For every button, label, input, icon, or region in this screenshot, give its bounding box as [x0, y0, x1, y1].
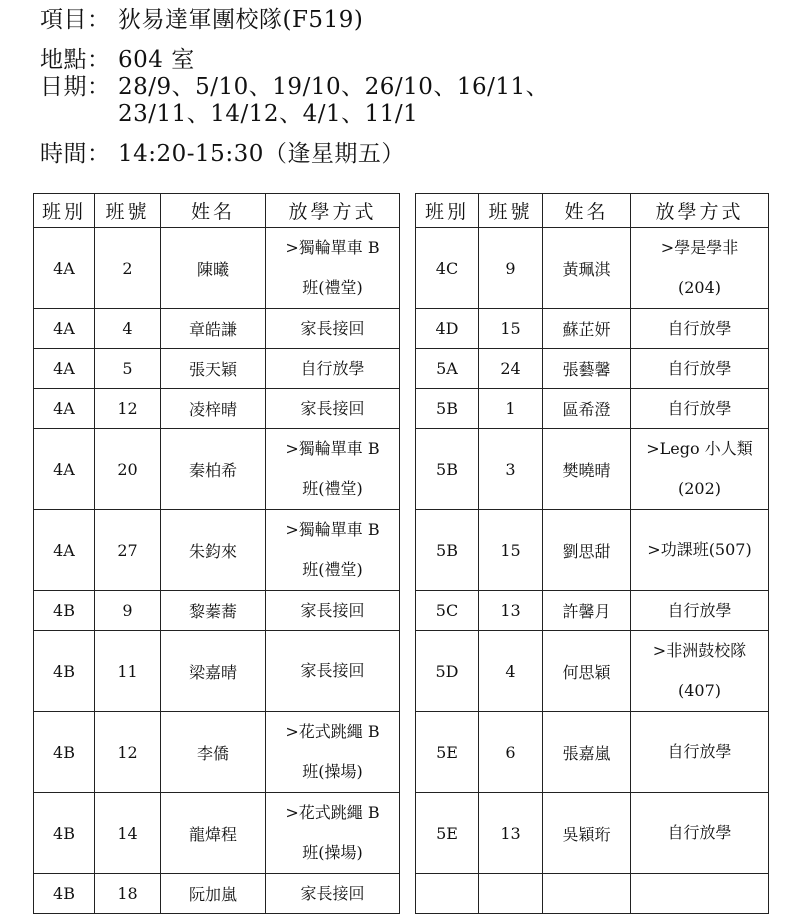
name-cell: 梁嘉晴: [161, 631, 266, 712]
col-header-class: 班別: [416, 194, 479, 228]
name-cell: 章皓謙: [161, 309, 266, 349]
number-cell: 14: [95, 793, 161, 874]
table-row: [34, 631, 400, 712]
name-cell: 吳穎珩: [543, 793, 631, 874]
method-cell: [631, 712, 769, 793]
table-row: [34, 793, 400, 874]
method-line: 自行放學: [667, 823, 732, 842]
method-cell: [266, 712, 400, 793]
class-cell: 4A: [34, 389, 95, 429]
name-cell: 何思穎: [543, 631, 631, 712]
table-row: [34, 429, 400, 510]
method-cell: [266, 228, 400, 309]
col-header-method: 放學方式: [631, 194, 769, 228]
class-cell: 4B: [34, 712, 95, 793]
date-label: 日期：: [40, 74, 111, 100]
method-cell: [266, 631, 400, 712]
number-cell: 2: [95, 228, 161, 309]
method-cell: [631, 591, 769, 631]
class-cell: 5C: [416, 591, 479, 631]
name-cell: 秦柏希: [161, 429, 266, 510]
location-value: 604 室: [118, 47, 195, 73]
method-cell: [631, 309, 769, 349]
method-cell: [631, 510, 769, 591]
method-cell: [631, 429, 769, 510]
method-line: 自行放學: [667, 358, 732, 378]
location-label: 地點：: [40, 47, 111, 73]
name-cell: [543, 874, 631, 914]
number-cell: 11: [95, 631, 161, 712]
method-line: 班(操場): [302, 843, 363, 862]
method-line: 自行放學: [667, 600, 732, 620]
name-cell: 黃珮淇: [543, 228, 631, 309]
method-cell: [631, 389, 769, 429]
method-cell: [631, 874, 769, 914]
method-line: 家長接回: [300, 318, 365, 338]
method-line: 自行放學: [667, 398, 732, 418]
table-row: [34, 389, 400, 429]
table-row: [416, 793, 769, 874]
class-cell: 4A: [34, 349, 95, 389]
name-cell: 黎蓁蕎: [161, 591, 266, 631]
class-cell: 5A: [416, 349, 479, 389]
method-cell: [266, 874, 400, 914]
table-row: [416, 309, 769, 349]
project-label: 項目：: [40, 7, 111, 33]
name-cell: 蘇芷妍: [543, 309, 631, 349]
number-cell: 4: [479, 631, 543, 712]
name-cell: 龍煒程: [161, 793, 266, 874]
number-cell: 3: [479, 429, 543, 510]
method-line: (204): [677, 278, 722, 297]
col-header-name: 姓名: [543, 194, 631, 228]
method-line: >花式跳繩 B: [285, 722, 380, 741]
class-cell: 4A: [34, 429, 95, 510]
table-row: [416, 631, 769, 712]
method-line: 家長接回: [300, 661, 365, 680]
table-row: [416, 874, 769, 914]
number-cell: 12: [95, 389, 161, 429]
name-cell: 陳曦: [161, 228, 266, 309]
time-value: 14:20-15:30（逢星期五）: [118, 141, 405, 167]
table-header-row: [416, 194, 769, 228]
name-cell: 劉思甜: [543, 510, 631, 591]
class-cell: 4D: [416, 309, 479, 349]
method-line: 班(禮堂): [302, 560, 363, 579]
class-cell: 5B: [416, 510, 479, 591]
col-header-name: 姓名: [161, 194, 266, 228]
method-line: 班(操場): [302, 762, 363, 781]
table-row: [416, 429, 769, 510]
method-line: 班(禮堂): [302, 278, 363, 297]
method-cell: [266, 349, 400, 389]
method-cell: [631, 349, 769, 389]
left-roster-table: [33, 193, 400, 914]
number-cell: [479, 874, 543, 914]
method-line: >非洲鼓校隊: [652, 641, 747, 660]
table-header-row: [34, 194, 400, 228]
table-row: [34, 591, 400, 631]
method-line: 班(禮堂): [302, 479, 363, 498]
class-cell: 5D: [416, 631, 479, 712]
method-cell: [631, 228, 769, 309]
col-header-method: 放學方式: [266, 194, 400, 228]
class-cell: [416, 874, 479, 914]
name-cell: 張藝馨: [543, 349, 631, 389]
class-cell: 5E: [416, 712, 479, 793]
method-cell: [266, 309, 400, 349]
number-cell: 13: [479, 793, 543, 874]
table-row: [34, 510, 400, 591]
number-cell: 9: [95, 591, 161, 631]
method-line: 家長接回: [300, 883, 365, 903]
number-cell: 18: [95, 874, 161, 914]
location-line: [40, 46, 195, 74]
date-line: [40, 73, 550, 101]
number-cell: 20: [95, 429, 161, 510]
method-line: (407): [677, 681, 722, 700]
number-cell: 15: [479, 309, 543, 349]
table-row: [34, 874, 400, 914]
number-cell: 6: [479, 712, 543, 793]
name-cell: 區希澄: [543, 389, 631, 429]
time-line: [40, 140, 405, 168]
class-cell: 4A: [34, 309, 95, 349]
method-line: 家長接回: [300, 600, 365, 620]
method-cell: [631, 793, 769, 874]
name-cell: 許馨月: [543, 591, 631, 631]
number-cell: 12: [95, 712, 161, 793]
method-line: >獨輪單車 B: [285, 439, 380, 458]
class-cell: 5B: [416, 429, 479, 510]
number-cell: 27: [95, 510, 161, 591]
project-value: 狄易達軍團校隊(F519): [118, 7, 364, 33]
date-value-line2: 23/11、14/12、4/1、11/1: [118, 101, 419, 127]
method-line: >獨輪單車 B: [285, 520, 380, 539]
col-header-class: 班別: [34, 194, 95, 228]
method-line: 自行放學: [667, 742, 732, 761]
name-cell: 阮加嵐: [161, 874, 266, 914]
method-cell: [266, 510, 400, 591]
table-row: [34, 712, 400, 793]
method-cell: [266, 793, 400, 874]
number-cell: 4: [95, 309, 161, 349]
number-cell: 9: [479, 228, 543, 309]
method-line: 自行放學: [300, 358, 365, 378]
method-line: 自行放學: [667, 318, 732, 338]
class-cell: 4B: [34, 874, 95, 914]
method-line: 家長接回: [300, 398, 365, 418]
method-line: >獨輪單車 B: [285, 238, 380, 257]
name-cell: 張天穎: [161, 349, 266, 389]
number-cell: 1: [479, 389, 543, 429]
table-row: [34, 228, 400, 309]
col-header-number: 班號: [479, 194, 543, 228]
table-row: [416, 510, 769, 591]
method-line: (202): [677, 479, 722, 498]
time-label: 時間：: [40, 141, 111, 167]
method-line: >功課班(507): [647, 540, 752, 559]
date-value-line1: 28/9、5/10、19/10、26/10、16/11、: [118, 74, 550, 100]
method-cell: [266, 591, 400, 631]
table-row: [34, 309, 400, 349]
table-row: [416, 349, 769, 389]
method-line: >學是學非: [660, 238, 739, 257]
table-row: [416, 389, 769, 429]
method-cell: [631, 631, 769, 712]
number-cell: 13: [479, 591, 543, 631]
method-line: >Lego 小人類: [646, 439, 753, 458]
class-cell: 4B: [34, 591, 95, 631]
name-cell: 凌梓晴: [161, 389, 266, 429]
class-cell: 4A: [34, 228, 95, 309]
class-cell: 5E: [416, 793, 479, 874]
method-cell: [266, 389, 400, 429]
table-row: [416, 712, 769, 793]
class-cell: 5B: [416, 389, 479, 429]
number-cell: 24: [479, 349, 543, 389]
table-row: [416, 228, 769, 309]
class-cell: 4B: [34, 793, 95, 874]
method-cell: [266, 429, 400, 510]
number-cell: 15: [479, 510, 543, 591]
name-cell: 朱鈞來: [161, 510, 266, 591]
class-cell: 4C: [416, 228, 479, 309]
name-cell: 樊曉晴: [543, 429, 631, 510]
table-row: [34, 349, 400, 389]
col-header-number: 班號: [95, 194, 161, 228]
right-roster-table: [415, 193, 769, 914]
class-cell: 4B: [34, 631, 95, 712]
project-line: [40, 6, 364, 34]
table-row: [416, 591, 769, 631]
name-cell: 張嘉嵐: [543, 712, 631, 793]
class-cell: 4A: [34, 510, 95, 591]
number-cell: 5: [95, 349, 161, 389]
name-cell: 李僑: [161, 712, 266, 793]
method-line: >花式跳繩 B: [285, 803, 380, 822]
